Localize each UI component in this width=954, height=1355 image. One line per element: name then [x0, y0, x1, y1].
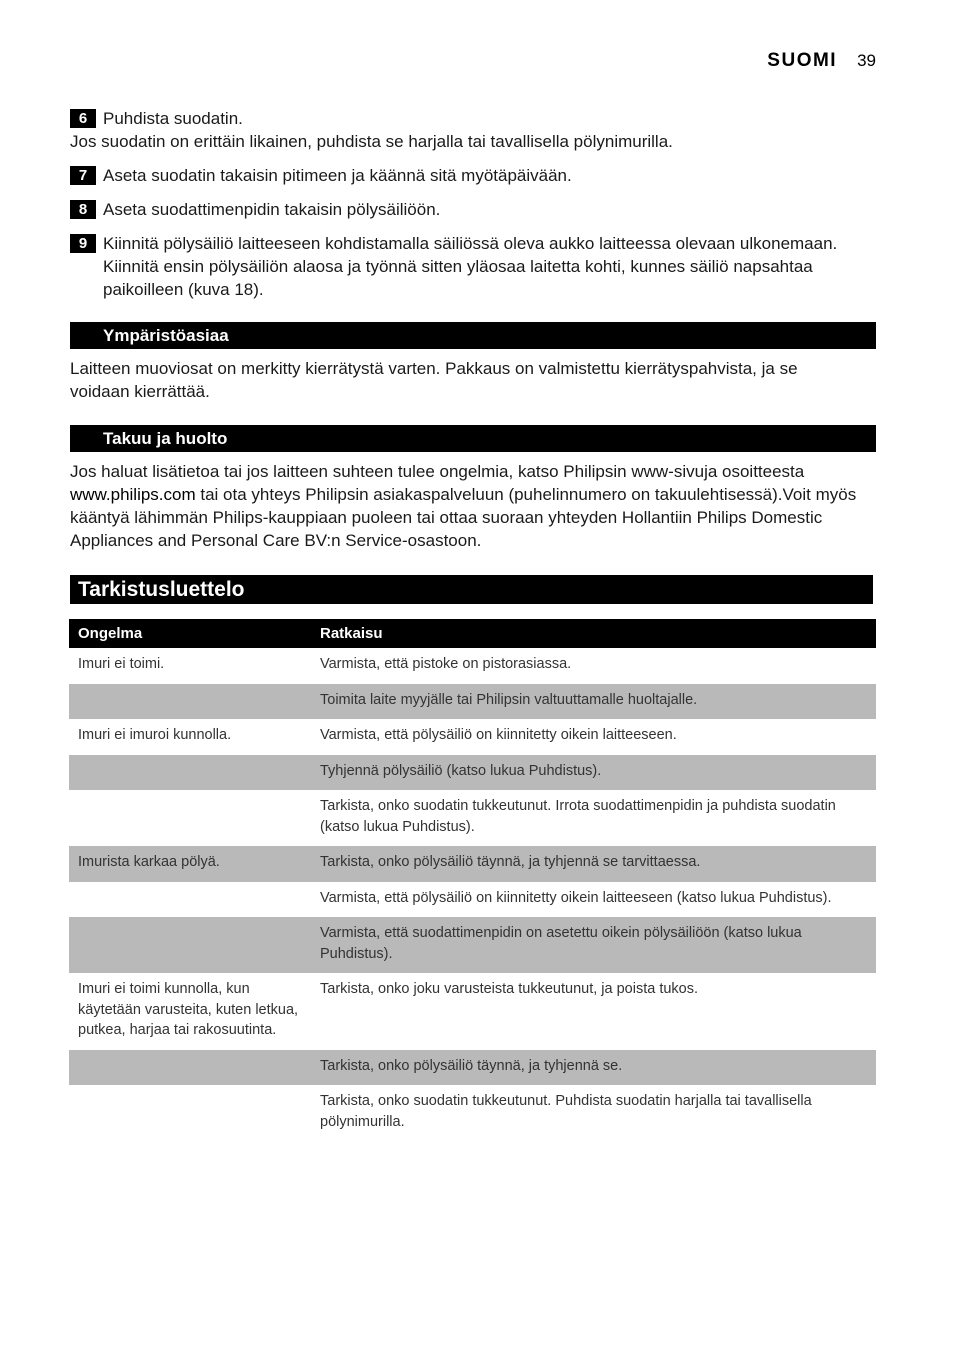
table-header-row [69, 619, 876, 648]
step-text: Aseta suodattimenpidin takaisin pölysäiliöön. [103, 200, 441, 219]
step-7 [70, 164, 860, 187]
table-row [69, 648, 876, 684]
table-row [69, 882, 876, 918]
problem-cell [69, 1050, 320, 1086]
solution-cell: Tarkista, onko suodatin tukkeutunut. Puhdista suodatin harjalla tai tavallisella pölynimurilla. [320, 1093, 812, 1130]
step-9 [70, 232, 860, 301]
problem-cell [69, 790, 320, 846]
solution-cell: Tarkista, onko joku varusteista tukkeutunut, ja poista tukos. [320, 981, 699, 997]
step-number: 8 [70, 200, 96, 219]
problem-cell: Imuri ei imuroi kunnolla. [78, 727, 232, 743]
section-heading-warranty: Takuu ja huolto [70, 425, 876, 452]
warranty-text-before: Jos haluat lisätietoa tai jos laitteen suhteen tulee ongelmia, katso Philipsin www-sivuja osoitteesta [70, 462, 805, 481]
problem-cell [69, 917, 320, 973]
table-row [69, 917, 876, 973]
section-heading-environment: Ympäristöasiaa [70, 322, 876, 349]
warranty-body [70, 460, 860, 552]
solution-cell: Tarkista, onko pölysäiliö täynnä, ja tyhjennä se. [320, 1057, 623, 1074]
table-row [69, 1050, 876, 1086]
language-label: SUOMI [767, 50, 838, 71]
solution-cell: Varmista, että suodattimenpidin on asetettu oikein pölysäiliöön (katso lukua Puhdistus). [320, 925, 802, 962]
table-row [69, 1085, 876, 1141]
environment-body: Laitteen muoviosat on merkitty kierrätystä varten. Pakkaus on valmistettu kierrätyspahvista, ja se voidaan kierrättää. [70, 359, 798, 401]
warranty-text-after: tai ota yhteys Philipsin asiakaspalveluun (puhelinnumero on takuulehtisessä).Voit myös kääntyä lähimmän Philips-kauppiaan puoleen tai ottaa suoraan yhteyden Hollantiin Philips Domestic Appliances and Personal Care BV:n Service-osastoon. [70, 485, 857, 550]
step-number: 9 [70, 234, 96, 253]
table-row [69, 846, 876, 882]
step-8 [70, 198, 860, 221]
problem-cell: Imurista karkaa pölyä. [78, 854, 220, 870]
problem-cell: Imuri ei toimi kunnolla, kun käytetään varusteita, kuten letkua, putkea, harjaa tai rakosuutinta. [78, 981, 299, 1038]
solution-cell: Toimita laite myyjälle tai Philipsin valtuuttamalle huoltajalle. [320, 691, 698, 708]
section-heading-checklist: Tarkistusluettelo [70, 575, 873, 604]
table-row [69, 973, 876, 1050]
table-row [69, 684, 876, 720]
page-number: 39 [857, 51, 876, 70]
troubleshooting-table [69, 619, 876, 1141]
problem-cell [69, 684, 320, 720]
solution-cell: Varmista, että pölysäiliö on kiinnitetty oikein laitteeseen. [320, 727, 677, 743]
step-text: Aseta suodatin takaisin pitimeen ja käännä sitä myötäpäivään. [103, 166, 572, 185]
solution-cell: Varmista, että pistoke on pistorasiassa. [320, 656, 572, 672]
problem-cell: Imuri ei toimi. [78, 656, 165, 672]
step-text: Kiinnitä pölysäiliö laitteeseen kohdistamalla säiliössä oleva aukko laitteessa olevaan ulkonemaan. Kiinnitä ensin pölysäiliön alaosa ja työnnä sitten yläosaa laitetta kohti, kunnes säiliö napsahtaa paikoilleen (kuva 18). [103, 234, 838, 299]
table-row [69, 755, 876, 791]
step-number: 7 [70, 166, 96, 185]
step-number: 6 [70, 109, 96, 128]
solution-cell: Tarkista, onko pölysäiliö täynnä, ja tyhjennä se tarvittaessa. [320, 854, 701, 870]
solution-cell: Tyhjennä pölysäiliö (katso lukua Puhdistus). [320, 762, 602, 779]
table-row [69, 790, 876, 846]
philips-website-link[interactable]: www.philips.com [70, 485, 196, 504]
solution-cell: Varmista, että pölysäiliö on kiinnitetty oikein laitteeseen (katso lukua Puhdistus). [320, 889, 832, 906]
table-row [69, 719, 876, 755]
problem-cell [69, 882, 320, 918]
column-header-solution: Ratkaisu [320, 625, 383, 642]
problem-cell [69, 1085, 320, 1141]
solution-cell: Tarkista, onko suodatin tukkeutunut. Irrota suodattimenpidin ja puhdista suodatin (katso lukua Puhdistus). [320, 798, 836, 835]
problem-cell [69, 755, 320, 791]
page-header [767, 50, 876, 72]
step-text: Puhdista suodatin. [103, 109, 243, 128]
step-6 [70, 107, 860, 153]
step-note: Jos suodatin on erittäin likainen, puhdista se harjalla tai tavallisella pölynimurilla. [70, 132, 673, 151]
column-header-problem: Ongelma [78, 625, 143, 642]
